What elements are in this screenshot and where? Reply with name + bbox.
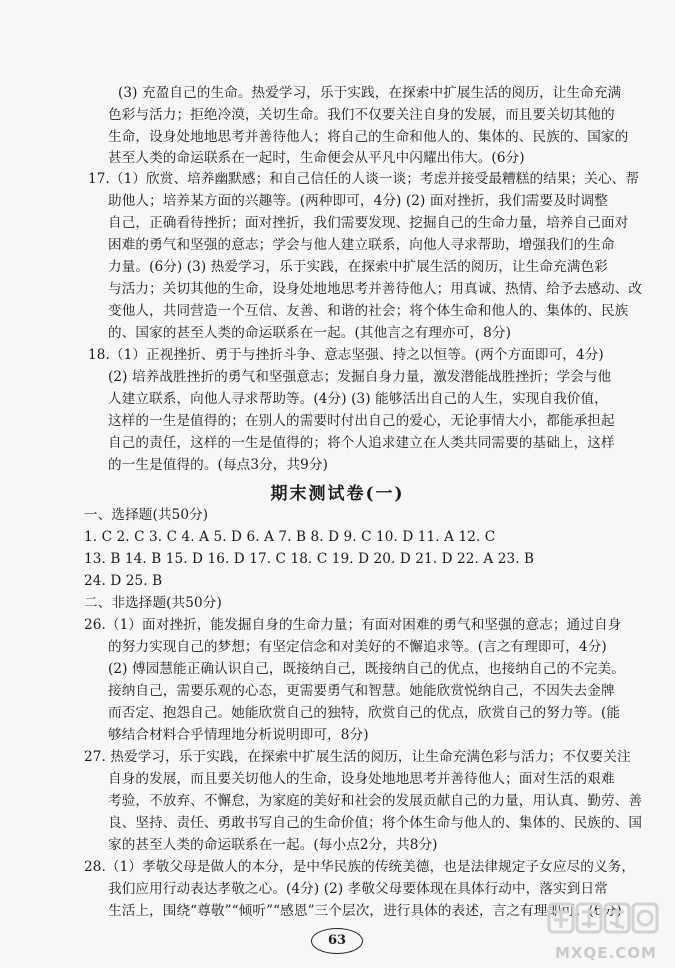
text-line: 28.（1）孝敬父母是做人的本分，是中华民族的传统美德，也是法律规定子女应尽的义务， [84, 859, 636, 875]
text-line: 变他人，共同营造一个互信、友善、和谐的社会；将个体生命和他人的、集体的、民族 [108, 303, 629, 319]
answer-line: 24. D 25. B [84, 573, 163, 589]
text-line: 自己，正确看待挫折；面对挫折，我们需要发现、挖掘自己的生命力量，培养自己面对 [108, 215, 629, 231]
text-line: 家的甚至人类的命运联系在一起。(每小点2分，共8分) [108, 837, 438, 853]
text-line: 我们应用行动表达孝敬之心。(4分) (2) 孝敬父母要体现在具体行动中，落实到日常 [108, 881, 608, 897]
text-line: 一、选择题(共50分) [84, 507, 209, 523]
answer-line: 1. C 2. C 3. C 4. A 5. D 6. A 7. B 8. D 9. C 10. D 11. A 12. C [84, 529, 496, 545]
text-line: 生活上，围绕“尊敬”“倾听”“感恩”三个层次，进行具体的表述，言之有理即可。(6分) [108, 903, 622, 919]
text-line: 二、非选择题(共50分) [84, 595, 222, 611]
text-line: 27. 热爱学习，乐于实践，在探索中扩展生活的阅历，让生命充满色彩与活力；不仅要关注 [84, 749, 631, 765]
text-line: (3) 充盈自己的生命。热爱学习，乐于实践，在探索中扩展生活的阅历，让生命充满 [118, 85, 622, 101]
text-line: 17.（1）欣赏、培养幽默感；和自己信任的人谈一谈；考虑并接受最糟糕的结果；关心、帮 [88, 171, 640, 187]
text-line: 26.（1）面对挫折，能发掘自身的生命力量；有面对困难的勇气和坚强的意志；通过自身 [84, 617, 622, 633]
text-line: 色彩与活力；拒绝冷漠，关切生命。我们不仅要关注自身的发展，而且要关切其他的 [108, 107, 615, 123]
text-line: 困难的勇气和坚强的意志；学会与他人建立联系，向他人寻求帮助，增强我们的生命 [108, 237, 615, 253]
text-line: 甚至人类的命运联系在一起时，生命便会从平凡中闪耀出伟大。(6分) [108, 150, 525, 166]
text-line: 够结合材料合乎情理地分析说明即可，8分) [108, 727, 369, 743]
text-line: 的、国家的甚至人类的命运联系在一起。(其他言之有理亦可，8分) [108, 325, 511, 341]
text-line: 良、坚持、责任、勇敢书写自己的生命价值；将个体生命与他人的、集体的、民族的、国 [108, 815, 643, 831]
text-line: 而否定、抱怨自己。她能欣赏自己的独特，欣赏自己的优点，欣赏自己的努力等。(能 [108, 705, 621, 721]
text-line: 这样的一生是值得的；在别人的需要时付出自己的爱心，无论事情大小，都能承担起 [108, 413, 615, 429]
text-line: 自己的责任，这样的一生是值得的；将个人追求建立在人类共同需要的基础上，这样 [108, 435, 615, 451]
text-line: (2) 傅园慧能正确认识自己，既接纳自己，既接纳自己的优点，也接纳自己的不完美。 [108, 661, 625, 677]
answer-line: 13. B 14. B 15. D 16. D 17. C 18. C 19. D 20. D 21. D 22. A 23. B [84, 551, 535, 567]
text-line: 的一生是值得的。(每点3分，共9分) [108, 457, 329, 473]
text-line: 自身的发展，而且要关切他人的生命，设身处地地思考并善待他人；面对生活的艰难 [108, 771, 615, 787]
text-line: 助他人；培养某方面的兴趣等。(两种即可，4分) (2) 面对挫折，我们需要及时调整 [108, 193, 608, 209]
text-line: 18.（1）正视挫折、勇于与挫折斗争、意志坚强、持之以恒等。(两个方面即可，4分) [88, 347, 604, 363]
text-line: (2) 培养战胜挫折的勇气和坚强意志；发掘自身力量，激发潜能战胜挫折；学会与他 [108, 369, 612, 385]
watermark-text: MXQE.COM [555, 944, 657, 962]
text-line: 与活力；关切其他的生命，设身处地地思考并善待他人；用真诚、热情、给予去感动、改 [108, 281, 643, 297]
text-line: 生命，设身处地地思考并善待他人；将自己的生命和他人的、集体的、民族的、国家的 [108, 129, 629, 145]
text-line: 的努力实现自己的梦想；有坚定信念和对美好的不懈追求等。(言之有理即可，4分) [108, 639, 607, 655]
text-line: 力量。(6分) (3) 热爱学习，乐于实践，在探索中扩展生活的阅历，让生命充满色彩 [108, 259, 608, 275]
section-title: 期末测试卷(一) [270, 484, 405, 504]
text-line: 接纳自己，需要乐观的心态，更需要勇气和智慧。她能欣赏悦纳自己，不因失去金牌 [108, 683, 615, 699]
page-number: 63 [311, 928, 363, 954]
text-line: 考验，不放弃、不懈怠，为家庭的美好和社会的发展贡献自己的力量，用认真、勤劳、善 [108, 793, 643, 809]
text-line: 人建立联系，向他人寻求帮助等。(4分) (3) 能够活出自己的人生，实现自我价值， [108, 391, 608, 407]
